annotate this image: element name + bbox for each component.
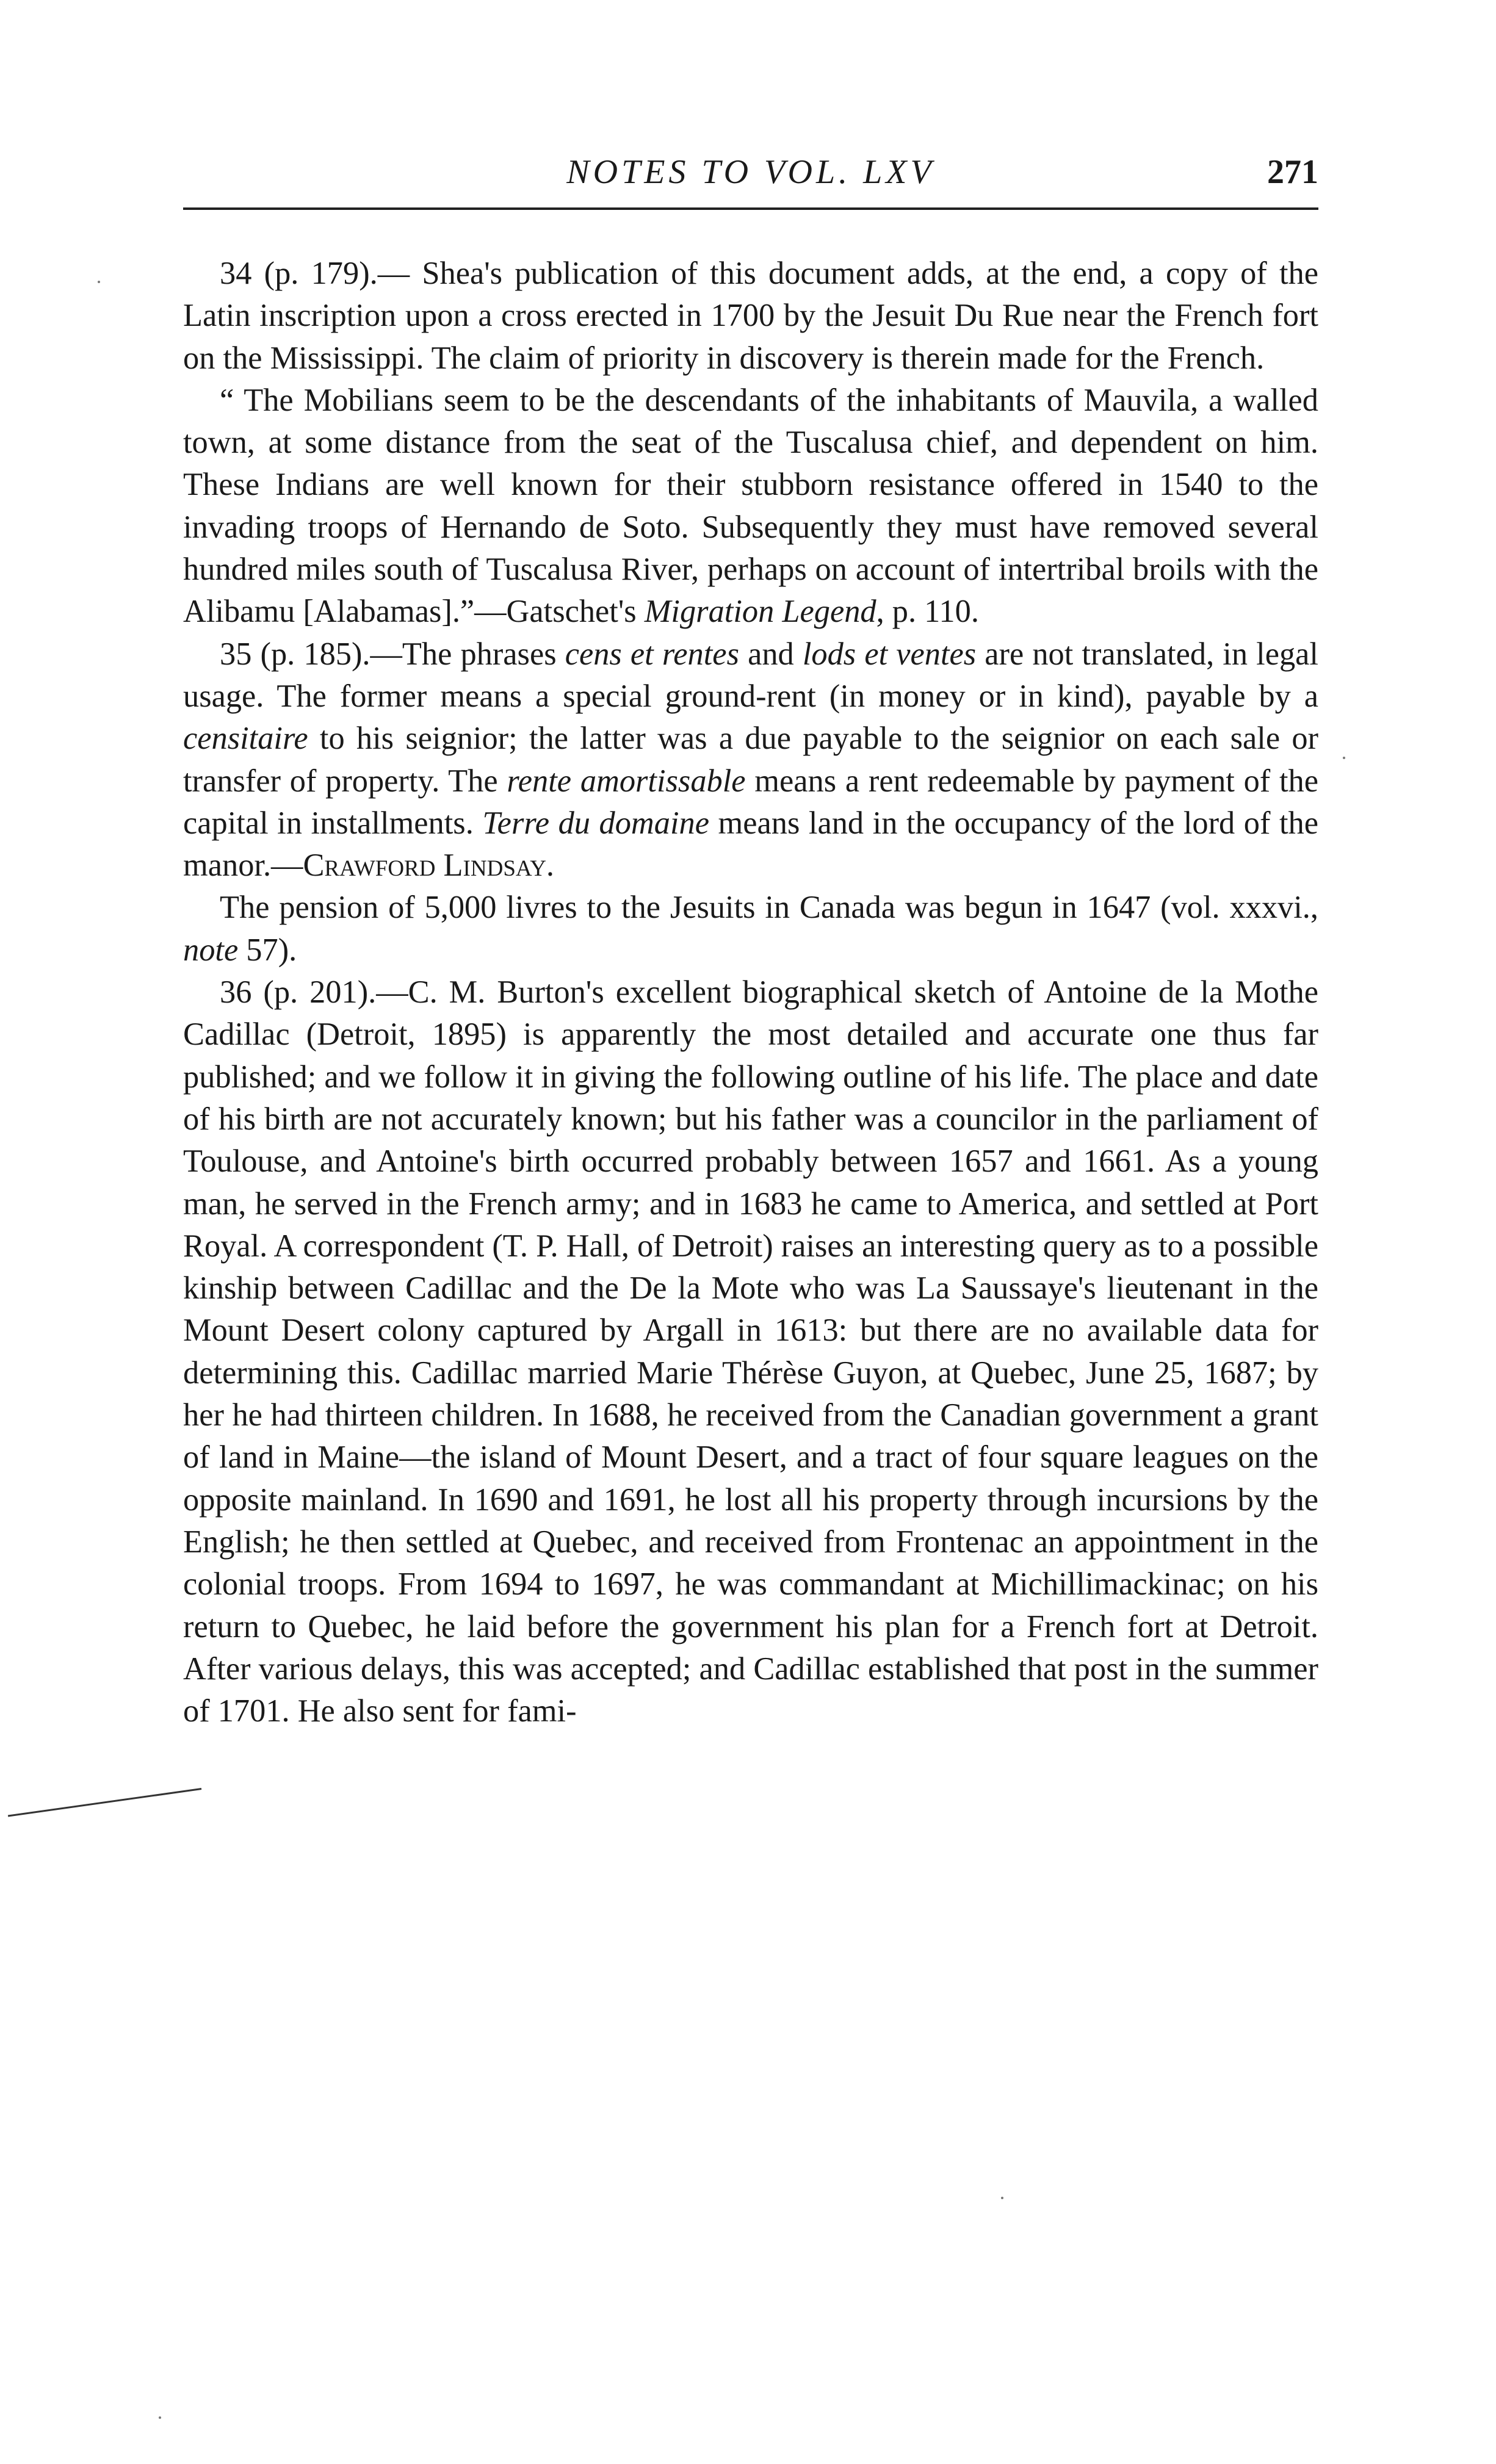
page-number: 271 bbox=[1267, 153, 1318, 191]
note-text: means land in the occupancy of the lord of the manor.— bbox=[183, 805, 1319, 884]
gatschet-quote-paragraph bbox=[183, 380, 1318, 633]
note-reference: note bbox=[183, 932, 239, 968]
note-text: 35 (p. 185).—The phrases bbox=[220, 636, 565, 672]
quote-text: “ The Mobilians seem to be the descendants of the inhabitants of Mauvila, a walled town, at some distance from the seat of the Tuscalusa chief, and dependent on him. These Indians are well known for their stubborn resistance offered in 1540 to the invading troops of Hernando de Soto. Subsequently they must have removed several hundred miles south of Tuscalusa River, perhaps on account of intertribal broils with the Alibamu [Alabamas].”—Gatschet's bbox=[183, 382, 1318, 630]
notes-body bbox=[183, 253, 1318, 1732]
pension-paragraph bbox=[183, 887, 1318, 971]
note-text: and bbox=[739, 636, 803, 672]
paper-speck bbox=[159, 2416, 161, 2419]
note-text: means a rent redeemable by payment of the capital in installments. bbox=[183, 763, 1318, 841]
note-text: are not translated, in legal usage. The former means a special ground-rent (in money or in kind), payable by a bbox=[183, 636, 1318, 714]
note-text: 57). bbox=[238, 932, 297, 968]
note-34-paragraph: 34 (p. 179).— Shea's publication of this document adds, at the end, a copy of the Latin inscription upon a cross erected in 1700 by the Jesuit Du Rue near the French fort on the Mississippi. The claim of priority in discovery is therein made for the French. bbox=[183, 256, 1318, 376]
running-title: NOTES TO VOL. LXV bbox=[566, 153, 935, 191]
french-term: rente amortissable bbox=[507, 763, 746, 799]
note-35-paragraph bbox=[183, 633, 1318, 887]
note-text: to his seignior; the latter was a due payable to the seignior on each sale or transfer of property. The bbox=[183, 721, 1318, 799]
french-term: lods et ventes bbox=[802, 636, 977, 672]
french-term: Terre du domaine bbox=[482, 805, 709, 841]
paper-speck bbox=[1343, 757, 1345, 759]
pencil-margin-line bbox=[8, 1788, 201, 1817]
french-term: cens et rentes bbox=[565, 636, 739, 672]
source-page: , p. 110. bbox=[876, 594, 979, 630]
book-page bbox=[183, 140, 1318, 1732]
paper-speck bbox=[1001, 2197, 1003, 2199]
paper-speck bbox=[98, 281, 100, 283]
running-head bbox=[183, 140, 1318, 210]
note-text: The pension of 5,000 livres to the Jesuits in Canada was begun in 1647 (vol. xxxvi., bbox=[220, 890, 1318, 926]
author-signature: Crawford Lindsay. bbox=[303, 848, 555, 884]
source-title: Migration Legend bbox=[644, 594, 876, 630]
french-term: censitaire bbox=[183, 721, 308, 757]
note-36-paragraph: 36 (p. 201).—C. M. Burton's excellent biographical sketch of Antoine de la Mothe Cadillac (Detroit, 1895) is apparently the most detailed and accurate one thus far published; and we follow it in giving the following outline of his life. The place and date of his birth are not accurately known; but his father was a councilor in the parliament of Toulouse, and Antoine's birth occurred probably between 1657 and 1661. As a young man, he served in the French army; and in 1683 he came to America, and settled at Port Royal. A correspondent (T. P. Hall, of Detroit) raises an interesting query as to a possible kinship between Cadillac and the De la Mote who was La Saussaye's lieutenant in the Mount Desert colony captured by Argall in 1613: but there are no available data for determining this. Cadillac married Marie Thérèse Guyon, at Quebec, June 25, 1687; by her he had thirteen children. In 1688, he received from the Canadian government a grant of land in Maine—the island of Mount Desert, and a tract of four square leagues on the opposite mainland. In 1690 and 1691, he lost all his property through incursions by the English; he then settled at Quebec, and received from Frontenac an appointment in the colonial troops. From 1694 to 1697, he was commandant at Michillimackinac; on his return to Quebec, he laid before the government his plan for a French fort at Detroit. After various delays, this was accepted; and Cadillac established that post in the summer of 1701. He also sent for fami- bbox=[183, 974, 1318, 1729]
